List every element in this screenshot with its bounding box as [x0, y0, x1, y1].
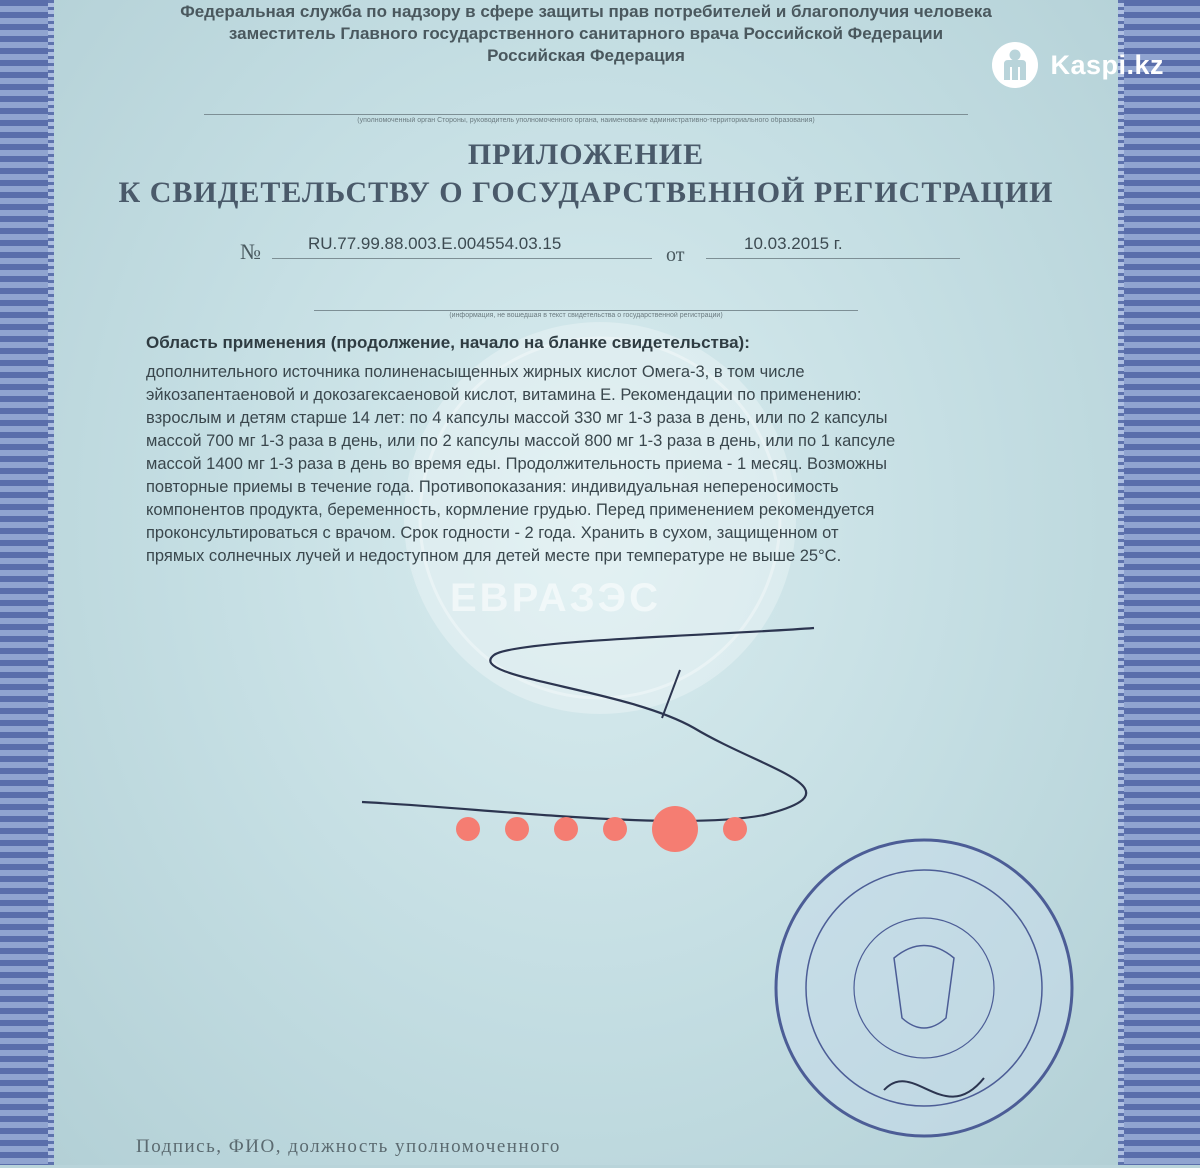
watermark-text: ЕВРАЗЭС: [450, 576, 662, 620]
registration-date: 10.03.2015 г.: [744, 234, 843, 253]
ornamental-border-right: [1124, 0, 1200, 1165]
issuer-note: (уполномоченный орган Стороны, руководитель уполномоченного органа, наименование административно-территориального образования): [357, 117, 815, 124]
number-label: №: [240, 239, 261, 264]
certificate-page: [54, 0, 1118, 1165]
signature-caption: Подпись, ФИО, должность уполномоченного: [136, 1136, 561, 1157]
ornamental-border-left: [0, 0, 48, 1165]
carousel-dot[interactable]: [456, 817, 480, 841]
info-note: (информация, не вошедшая в текст свидетельства о государственной регистрации): [449, 312, 723, 319]
body-line: повторные приемы в течение года. Противопоказания: индивидуальная непереносимость: [146, 478, 839, 496]
kaspi-logo-icon: [990, 40, 1040, 90]
document-subtitle: К СВИДЕТЕЛЬСТВУ О ГОСУДАРСТВЕННОЙ РЕГИСТРАЦИИ: [118, 176, 1054, 209]
ornamental-border-right-inner: [1118, 0, 1124, 1165]
registration-number: RU.77.99.88.003.E.004554.03.15: [308, 234, 562, 253]
carousel-dot-active[interactable]: [652, 806, 698, 852]
body-line: прямых солнечных лучей и недоступном для детей месте при температуре не выше 25°С.: [146, 547, 842, 565]
date-label: от: [666, 244, 685, 266]
carousel-dot[interactable]: [505, 817, 529, 841]
issuer-line-1: Федеральная служба по надзору в сфере защиты прав потребителей и благополучия человека: [180, 2, 992, 21]
section-heading: Область применения (продолжение, начало на бланке свидетельства):: [146, 333, 750, 352]
issuer-line-2: заместитель Главного государственного санитарного врача Российской Федерации: [228, 24, 944, 43]
body-line: массой 700 мг 1-3 раза в день, или по 2 капсулы массой 800 мг 1-3 раза в день, или по 1 капсуле: [146, 432, 896, 450]
info-underline: [314, 310, 858, 311]
body-line: взрослым и детям старше 14 лет: по 4 капсулы массой 330 мг 1-3 раза в день, или по 2 капсулы: [146, 409, 888, 427]
carousel-dot[interactable]: [723, 817, 747, 841]
carousel-dot[interactable]: [554, 817, 578, 841]
issuer-line-3: Российская Федерация: [487, 46, 685, 65]
kaspi-logo-text: Kaspi.kz: [1050, 49, 1164, 80]
date-underline: [706, 258, 960, 259]
body-line: компонентов продукта, беременность, кормление грудью. Перед применением рекомендуется: [146, 501, 875, 519]
body-line: эйкозапентаеновой и докозагексаеновой кислот, витамина Е. Рекомендации по применению:: [146, 386, 862, 404]
document-title: ПРИЛОЖЕНИЕ: [467, 138, 705, 171]
carousel-dot[interactable]: [603, 817, 627, 841]
issuer-underline: [204, 114, 968, 115]
official-seal-stamp: [774, 828, 1074, 1168]
body-line: дополнительного источника полиненасыщенных жирных кислот Омега-3, в том числе: [146, 363, 805, 381]
carousel-pagination[interactable]: [456, 806, 747, 852]
number-underline: [272, 258, 652, 259]
body-line: массой 1400 мг 1-3 раза в день во время еды. Продолжительность приема - 1 месяц. Возможны: [146, 455, 887, 473]
signature: [344, 610, 864, 830]
body-line: проконсультироваться с врачом. Срок годности - 2 года. Хранить в сухом, защищенном от: [146, 524, 839, 542]
kaspi-logo: [990, 40, 1164, 90]
